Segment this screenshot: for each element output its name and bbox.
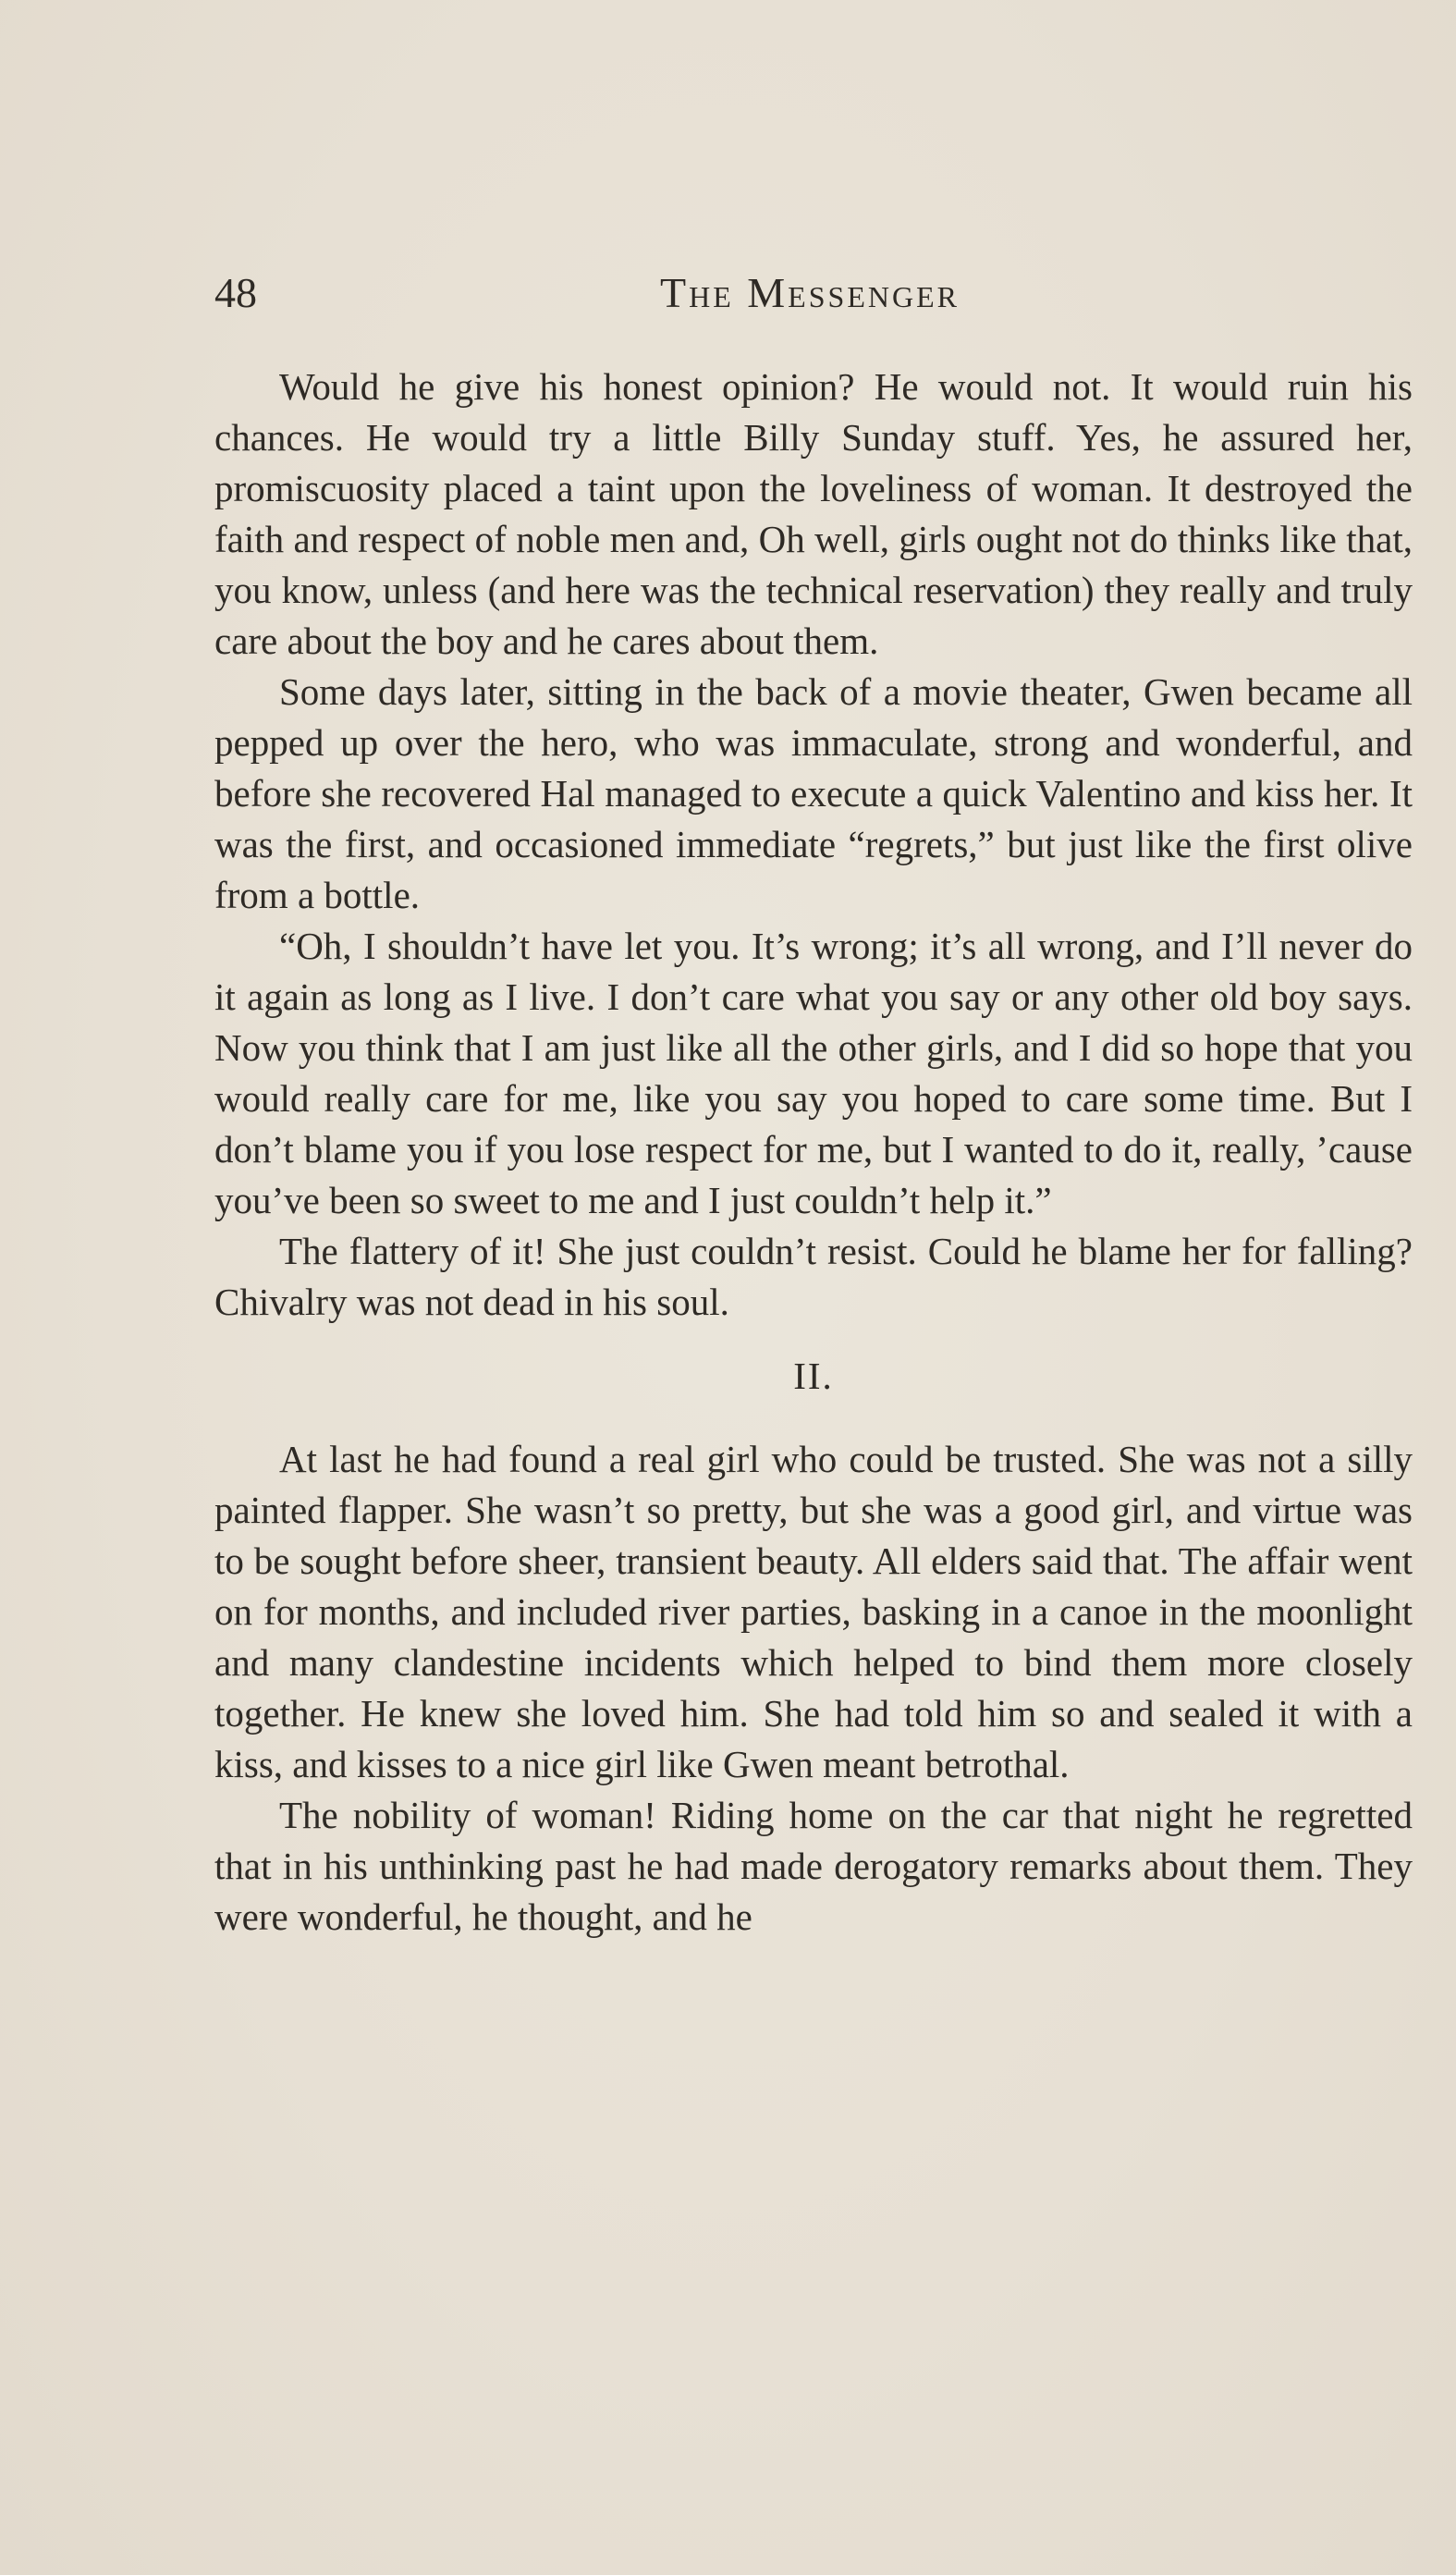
- paragraph: Some days later, sitting in the back of a movie theater, Gwen became all pepped up over the hero, who was immaculate, strong and wonderful, and before she recovered Hal managed to execute a quick Valentino and kiss her. It was the first, and occasioned immediate “regrets,” but just like the first olive from a bottle.: [214, 670, 1413, 916]
- body-text: [214, 362, 1413, 1943]
- running-title: The Messenger: [660, 269, 960, 316]
- paragraph: The flattery of it! She just couldn’t resist. Could he blame her for falling? Chivalry was not dead in his soul.: [214, 1230, 1413, 1323]
- paragraph: Would he give his honest opinion? He would not. It would ruin his chances. He would try a little Billy Sunday stuff. Yes, he assured her, promiscuosity placed a taint upon the loveliness of woman. It destroyed the faith and respect of noble men and, Oh well, girls ought not do thinks like that, you know, unless (and here was the technical reservation) they really and truly care about the boy and he cares about them.: [214, 365, 1413, 662]
- page-number: 48: [214, 269, 257, 316]
- section-heading: II.: [793, 1355, 834, 1397]
- paragraph: The nobility of woman! Riding home on the car that night he regretted that in his unthinking past he had made derogatory remarks about them. They were wonderful, he thought, and he: [214, 1794, 1413, 1938]
- running-head: [214, 261, 1405, 325]
- paragraph: At last he had found a real girl who could be trusted. She was not a silly painted flapper. She wasn’t so pretty, but she was a good girl, and virtue was to be sought before sheer, transient beauty. All elders said that. The affair went on for months, and included river parties, basking in a canoe in the moonlight and many clandestine incidents which helped to bind them more closely together. He knew she loved him. She had told him so and sealed it with a kiss, and kisses to a nice girl like Gwen meant betrothal.: [214, 1438, 1413, 1785]
- paragraph: “Oh, I shouldn’t have let you. It’s wrong; it’s all wrong, and I’ll never do it again as long as I live. I don’t care what you say or any other old boy says. Now you think that I am just like all the other girls, and I did so hope that you would really care for me, like you say you hoped to care some time. But I don’t blame you if you lose respect for me, but I wanted to do it, really, ’cause you’ve been so sweet to me and I just couldn’t help it.”: [214, 925, 1413, 1221]
